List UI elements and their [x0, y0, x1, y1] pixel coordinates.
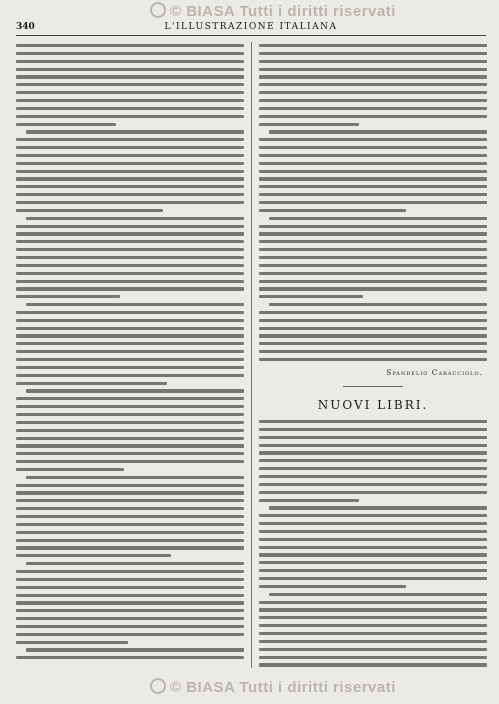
text-line	[259, 601, 487, 604]
text-line	[16, 641, 128, 644]
page-number: 340	[16, 22, 35, 32]
text-line	[16, 123, 116, 126]
text-line	[16, 99, 244, 102]
text-line	[16, 52, 244, 55]
text-line	[259, 138, 487, 141]
text-line	[16, 382, 167, 385]
text-line	[16, 546, 244, 549]
text-line	[16, 327, 244, 330]
text-line	[259, 232, 487, 235]
text-line	[16, 240, 244, 243]
text-line	[16, 225, 244, 228]
text-line	[259, 68, 487, 71]
text-line	[16, 342, 244, 345]
text-line	[16, 554, 171, 557]
text-line	[269, 130, 487, 133]
text-line	[16, 138, 244, 141]
text-line	[16, 539, 244, 542]
text-line	[16, 601, 244, 604]
text-line	[259, 319, 487, 322]
header-rule	[16, 35, 486, 36]
text-line	[259, 115, 487, 118]
text-line	[16, 586, 244, 589]
text-line	[16, 617, 244, 620]
text-line	[16, 366, 244, 369]
text-line	[259, 162, 487, 165]
text-line	[259, 640, 487, 643]
text-line	[259, 264, 487, 267]
copyright-icon	[150, 2, 166, 18]
text-line	[16, 60, 244, 63]
page-header	[16, 22, 486, 36]
text-line	[16, 656, 244, 659]
text-line	[259, 201, 487, 204]
text-line	[16, 484, 244, 487]
text-line	[259, 193, 487, 196]
text-line	[259, 436, 487, 439]
text-line	[16, 91, 244, 94]
text-line	[16, 374, 244, 377]
text-line	[16, 460, 244, 463]
text-line	[16, 154, 244, 157]
text-line	[16, 421, 244, 424]
text-line	[259, 499, 359, 502]
text-line	[16, 491, 244, 494]
text-line	[259, 608, 487, 611]
text-line	[259, 75, 487, 78]
text-line	[16, 319, 244, 322]
text-line	[259, 538, 487, 541]
text-line	[16, 146, 244, 149]
text-line	[259, 52, 487, 55]
text-line	[259, 530, 487, 533]
watermark-bottom: © BIASA Tutti i diritti riservati	[150, 678, 396, 696]
article-column-left	[16, 42, 244, 668]
text-line	[16, 413, 244, 416]
text-line	[259, 491, 487, 494]
text-line	[259, 459, 487, 462]
text-line	[16, 44, 244, 47]
section-separator	[343, 386, 403, 387]
text-line	[16, 429, 244, 432]
text-line	[16, 107, 244, 110]
text-line	[16, 452, 244, 455]
text-line	[16, 358, 244, 361]
text-line	[259, 209, 406, 212]
text-line	[269, 506, 487, 509]
text-line	[26, 389, 244, 392]
text-line	[16, 248, 244, 251]
text-line	[16, 209, 163, 212]
text-line	[259, 256, 487, 259]
text-line	[259, 342, 487, 345]
text-line	[16, 162, 244, 165]
text-line	[259, 334, 487, 337]
text-line	[259, 569, 487, 572]
text-line	[259, 311, 487, 314]
text-line	[259, 44, 487, 47]
text-line	[259, 444, 487, 447]
text-line	[16, 311, 244, 314]
text-line	[259, 648, 487, 651]
text-line	[269, 303, 487, 306]
article-signature: Spandelio Caracciolo.	[386, 368, 483, 377]
text-line	[259, 107, 487, 110]
text-line	[26, 130, 244, 133]
article-column-right	[259, 42, 487, 668]
text-line	[259, 170, 487, 173]
text-line	[259, 350, 487, 353]
text-line	[16, 256, 244, 259]
text-line	[259, 60, 487, 63]
text-line	[16, 405, 244, 408]
text-line	[16, 75, 244, 78]
text-line	[259, 99, 487, 102]
column-divider	[251, 42, 252, 668]
text-line	[16, 334, 244, 337]
text-line	[259, 280, 487, 283]
text-line	[259, 177, 487, 180]
text-line	[16, 437, 244, 440]
text-line	[16, 115, 244, 118]
text-line	[16, 287, 244, 290]
text-line	[16, 350, 244, 353]
text-line	[16, 264, 244, 267]
text-line	[259, 327, 487, 330]
text-line	[16, 633, 244, 636]
text-line	[259, 553, 487, 556]
watermark-top: © BIASA Tutti i diritti riservati	[150, 2, 396, 20]
text-line	[259, 475, 487, 478]
text-line	[16, 531, 244, 534]
text-line	[16, 185, 244, 188]
text-line	[26, 648, 244, 651]
text-line	[16, 515, 244, 518]
text-line	[16, 523, 244, 526]
text-line	[16, 570, 244, 573]
text-line	[259, 632, 487, 635]
text-line	[26, 303, 244, 306]
text-line	[259, 420, 487, 423]
text-line	[259, 146, 487, 149]
text-line	[16, 578, 244, 581]
text-line	[16, 295, 120, 298]
text-line	[16, 609, 244, 612]
copyright-icon	[150, 678, 166, 694]
text-line	[259, 83, 487, 86]
text-line	[259, 240, 487, 243]
text-line	[259, 616, 487, 619]
text-line	[259, 546, 487, 549]
text-line	[16, 499, 244, 502]
text-line	[259, 91, 487, 94]
text-line	[259, 428, 487, 431]
text-line	[259, 514, 487, 517]
text-line	[259, 272, 487, 275]
text-line	[259, 522, 487, 525]
text-line	[269, 217, 487, 220]
text-line	[16, 193, 244, 196]
text-line	[259, 248, 487, 251]
text-line	[259, 225, 487, 228]
text-line	[16, 177, 244, 180]
text-line	[259, 287, 487, 290]
text-line	[259, 483, 487, 486]
text-line	[259, 358, 487, 361]
text-line	[16, 594, 244, 597]
journal-title: L'ILLUSTRAZIONE ITALIANA	[164, 22, 338, 32]
text-line	[259, 624, 487, 627]
text-line	[269, 593, 487, 596]
text-line	[16, 280, 244, 283]
text-line	[16, 468, 124, 471]
text-line	[259, 154, 487, 157]
text-line	[259, 451, 487, 454]
text-line	[259, 663, 487, 666]
text-line	[16, 232, 244, 235]
text-line	[259, 656, 487, 659]
text-line	[259, 185, 487, 188]
text-line	[16, 507, 244, 510]
text-line	[26, 562, 244, 565]
text-line	[16, 170, 244, 173]
text-line	[259, 561, 487, 564]
text-line	[26, 217, 244, 220]
text-line	[259, 577, 487, 580]
text-line	[16, 201, 244, 204]
text-line	[16, 272, 244, 275]
text-line	[26, 476, 244, 479]
section-heading-nuovi-libri: NUOVI LIBRI.	[317, 398, 429, 412]
text-line	[259, 123, 359, 126]
text-line	[259, 585, 406, 588]
text-line	[259, 467, 487, 470]
text-line	[16, 444, 244, 447]
text-line	[259, 295, 363, 298]
text-line	[16, 625, 244, 628]
text-line	[16, 68, 244, 71]
text-line	[16, 397, 244, 400]
text-line	[16, 83, 244, 86]
